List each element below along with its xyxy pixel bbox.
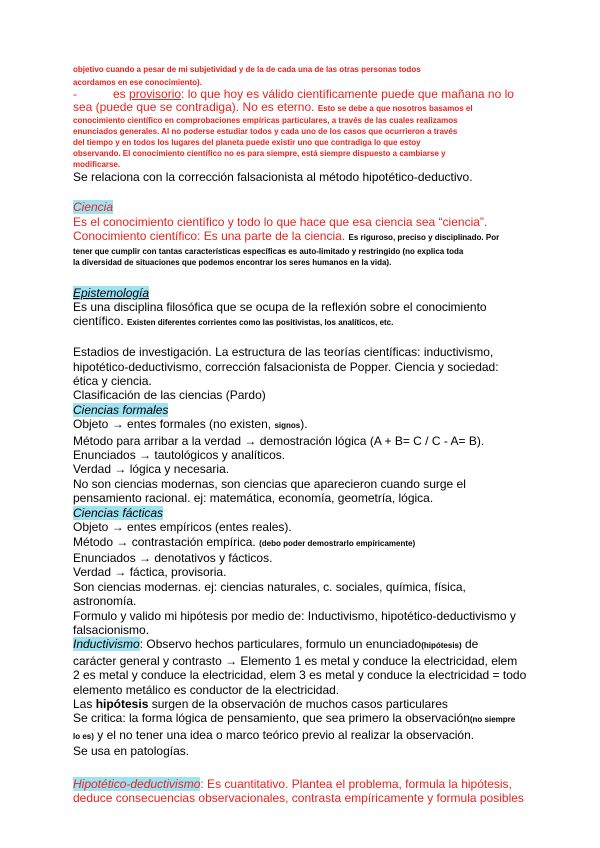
text-line: Estadios de investigación. La estructura de las teorías científicas: inductivismo, [73,345,494,360]
bullet-dash: - [73,87,77,101]
text-line: hipotético-deductivismo, corrección falsacionista de Popper. Ciencia y sociedad: [73,359,499,374]
heading-highlight: Epistemología [73,285,150,300]
text-span: Las [73,696,96,711]
text-line [73,101,533,115]
heading-highlight-inductivismo: Inductivismo [73,637,140,652]
text-line: No son ciencias modernas, son ciencias que aparecieron cuando surge el [73,476,466,491]
text-line: Se relaciona con la corrección falsacionista al método hipotético-deductivo. [73,170,473,184]
text-line: del tiempo y en todos los lugares del planeta puede existir uno que contradiga lo que estoy [73,138,421,147]
text-span: ). [300,417,308,432]
heading-highlight: Ciencias formales [73,402,169,417]
text-line [73,637,533,653]
text-line: elemento metálico es conductor de la electricidad. [73,682,340,697]
provisorio-term: provisorio [129,87,182,101]
text-line: Verdad → fáctica, provisoria. [73,565,227,580]
text-line: enunciados generales. Al no poderse estudiar todos y cada uno de los casos que ocurrieron a través [73,127,458,136]
text-line: modificarse. [73,160,121,169]
text-span: : Observo hechos particulares, formulo un enunciado [139,637,422,652]
text-line: acordamos en ese conocimiento). [73,78,202,87]
text-span: sea (puede que se contradiga). No es eterno. [73,100,318,114]
small-note: signos [274,421,301,431]
text-line: tener que cumplir con tantas características específicas es auto-limitado y restringido (no explica toda [73,246,464,256]
text-line: Objeto → entes empíricos (entes reales). [73,520,292,535]
text-line: Formulo y valido mi hipótesis por medio de: Inductivismo, hipotético-deductivismo y [73,608,516,623]
document-page [73,62,533,805]
text-line [73,535,533,551]
section-heading-epistemologia [73,286,533,300]
text-line: Son ciencias modernas. ej: ciencias naturales, c. sociales, química, física, [73,579,466,594]
text-line: deduce consecuencias observacionales, contrasta empíricamente y formula posibles [73,791,524,806]
text-line: 2 es metal y conduce la electricidad, elem 3 es metal y conduce la electricidad = todo [73,668,527,683]
small-note: Existen diferentes corrientes como las positivistas, los analíticos, etc. [127,318,394,328]
text-span: : lo que hoy es válido científicamente puede que mañana no lo [181,87,514,101]
text-line [73,777,533,791]
text-line: Se usa en patologías. [73,744,190,759]
text-line: ética y ciencia. [73,374,152,389]
text-span: de [461,637,479,652]
text-line: Es una disciplina filosófica que se ocupa de la reflexión sobre el conocimiento [73,300,487,315]
text-span: Objeto → entes formales (no existen, [73,417,275,432]
text-line: Método para arribar a la verdad → demostración lógica (A + B= C / C - A= B). [73,433,485,448]
text-span: Método → contrastación empírica. [73,534,260,549]
text-line: conocimiento científico en comprobaciones empíricas particulares, a través de las cuales realizamos [73,116,458,125]
text-line: Enunciados → denotativos y fácticos. [73,550,273,565]
text-line: Clasificación de las ciencias (Pardo) [73,388,266,403]
small-note: Esto se debe a que nosotros basamos el [317,104,473,113]
text-line [73,229,533,245]
text-line [73,728,533,744]
text-line: Es el conocimiento científico y todo lo que hace que esa ciencia sea “ciencia”. [73,214,488,229]
bold-term: hipótesis [95,696,149,711]
text-span: y el no tener una idea o marco teórico previo al realizar la observación. [93,727,475,742]
small-note: (debo poder demostrarlo empíricamente) [259,538,416,548]
text-line [73,697,533,711]
text-span: Conocimiento científico: Es una parte de la ciencia. [73,229,349,244]
text-line: observando. El conocimiento científico no es para siempre, está siempre dispuesto a cambiarse y [73,149,446,158]
text-span: surgen de la observación de muchos casos particulares [148,696,448,711]
small-note: lo es) [73,731,94,741]
text-span: es [113,87,130,101]
text-span: : Es cuantitativo. Plantea el problema, formula la hipótesis, [200,776,512,791]
text-span: científico. [73,314,128,329]
section-heading-ciencia [73,200,533,214]
small-note: Es riguroso, preciso y disciplinado. Por [348,233,500,243]
text-line: falsacionismo. [73,622,150,637]
text-line [73,417,533,433]
text-line: objetivo cuando a pesar de mi subjetividad y de la de cada una de las otras personas todos [73,65,421,74]
heading-highlight-hipotetico: Hipotético-deductivismo [73,776,201,791]
section-heading-facticas [73,506,533,520]
small-note: (no siempre [469,715,516,725]
small-note: (hipótesis) [421,641,462,651]
text-line: pensamiento racional. ej: matemática, economía, geometría, lógica. [73,491,434,506]
text-span: Se critica: la forma lógica de pensamiento, que sea primero la observación [73,711,470,726]
text-line: carácter general y contrasto → Elemento 1 es metal y conduce la electricidad, elem [73,653,518,668]
text-line: Enunciados → tautológicos y analíticos. [73,448,286,463]
heading-highlight: Ciencias fácticas [73,505,164,520]
text-line: astronomía. [73,594,137,609]
text-line [73,711,533,727]
section-heading-formales [73,403,533,417]
text-line: la diversidad de situaciones que podemos encontrar los seres humanos en la vida). [73,257,392,267]
text-line [73,314,533,330]
heading-highlight: Ciencia [73,200,114,215]
text-line: Verdad → lógica y necesaria. [73,462,230,477]
